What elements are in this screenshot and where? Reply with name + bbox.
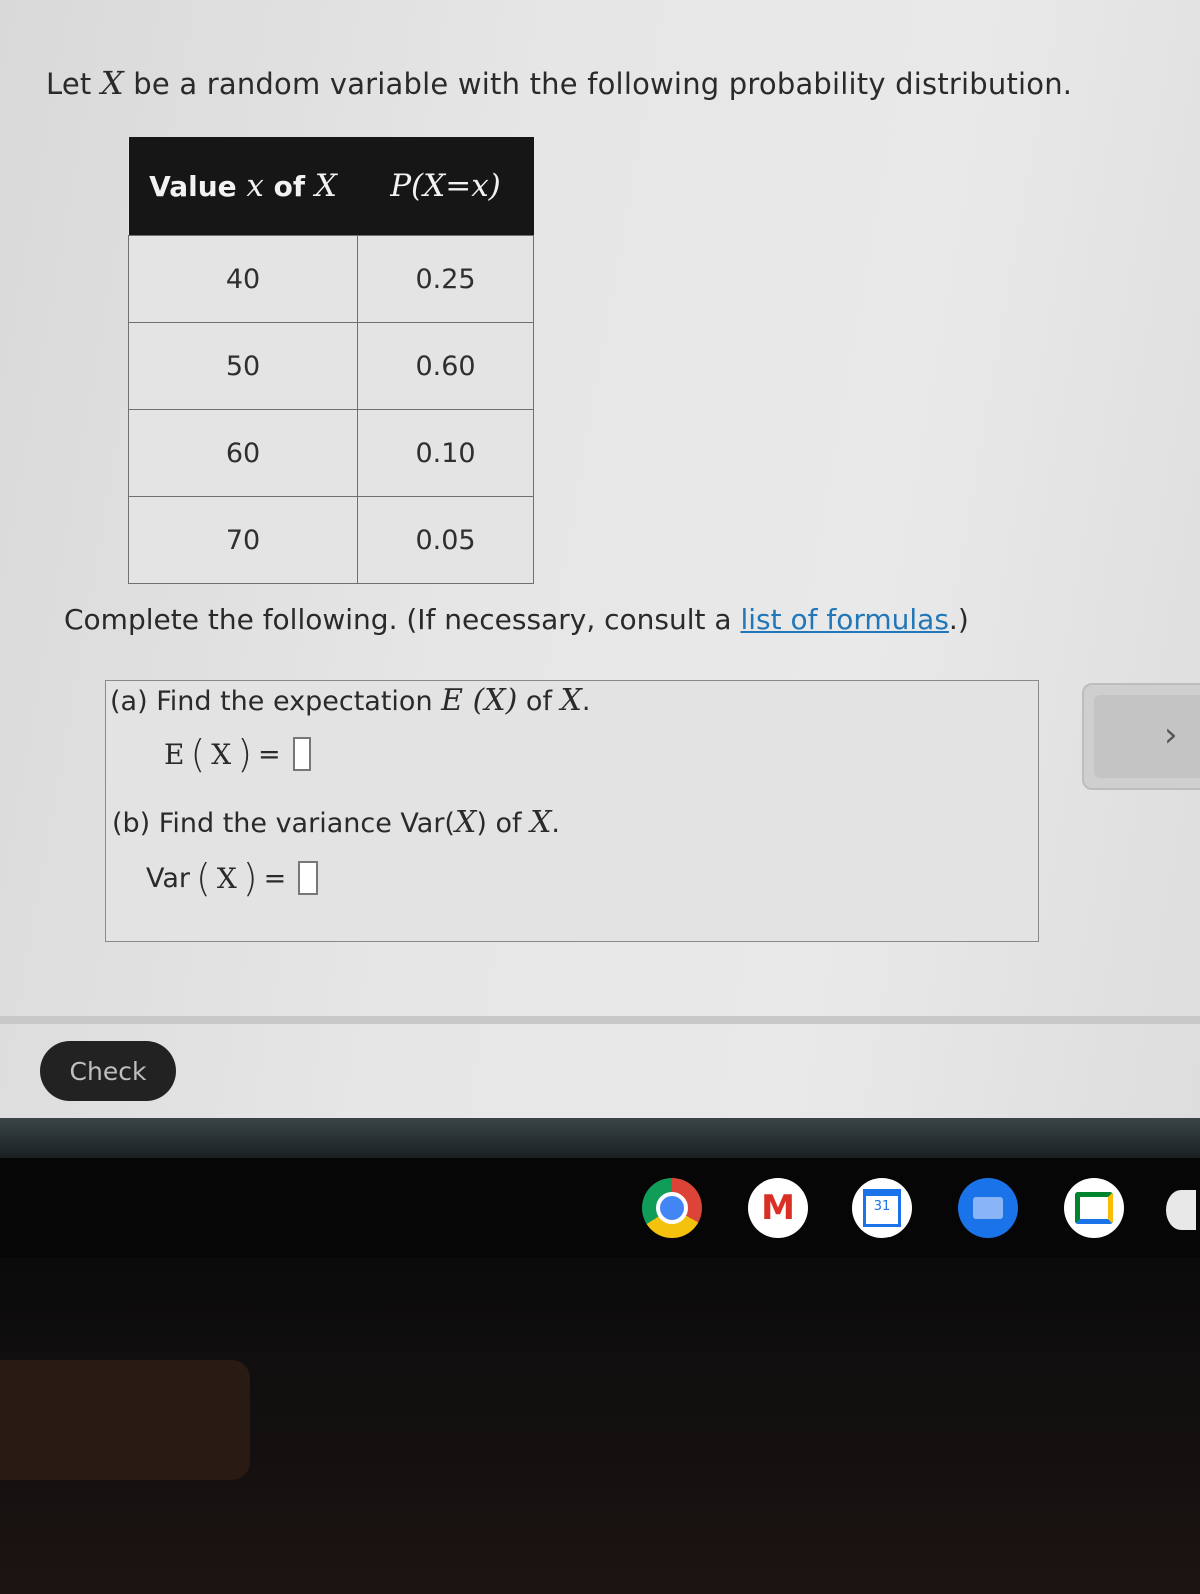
open-paren: ( [190, 732, 206, 776]
table-row [129, 410, 534, 497]
part-b-prompt-var2: X [530, 805, 552, 840]
variance-answer-input[interactable] [298, 861, 318, 895]
side-panel-inner [1094, 695, 1200, 778]
part-b-prompt-var1: X [454, 805, 477, 840]
close-paren: ) [237, 732, 253, 776]
cell-x: 70 [129, 497, 358, 584]
gmail-letter: M [761, 1188, 795, 1228]
meet-shape [1075, 1192, 1113, 1224]
cell-x: 60 [129, 410, 358, 497]
folder-shape [973, 1197, 1003, 1219]
header-probability-label: P(X=x) [390, 168, 501, 204]
intro-text [46, 64, 1072, 102]
expectation-equation [164, 732, 311, 776]
instructions-text [64, 603, 969, 636]
variance-arg: X [216, 861, 237, 895]
part-a-prompt-of: of [517, 686, 561, 717]
calendar-day: 31 [863, 1189, 901, 1227]
expectation-arg: X [211, 737, 232, 771]
gmail-icon[interactable] [748, 1178, 808, 1238]
screen-bezel [0, 1118, 1200, 1158]
chrome-icon[interactable] [642, 1178, 702, 1238]
part-a-prompt-math: E (X) [441, 683, 518, 718]
distribution-table [128, 137, 534, 584]
cell-p: 0.10 [358, 410, 534, 497]
expectation-answer-input[interactable] [293, 737, 311, 771]
part-a-prompt-end: . [581, 686, 591, 717]
meet-icon[interactable] [1064, 1178, 1124, 1238]
variance-equation [146, 856, 318, 900]
cell-x: 50 [129, 323, 358, 410]
side-panel-tab[interactable] [1082, 683, 1200, 790]
cell-p: 0.05 [358, 497, 534, 584]
cell-x: 40 [129, 236, 358, 323]
equals-sign: = [263, 862, 287, 894]
header-of-label: of [263, 170, 315, 203]
table-header-row [129, 137, 534, 236]
taskbar-shelf [0, 1158, 1200, 1258]
header-value-x [129, 137, 358, 236]
instructions-after: .) [948, 603, 969, 636]
check-button[interactable]: Check [40, 1041, 176, 1101]
formulas-link[interactable]: list of formulas [740, 603, 949, 636]
header-probability [358, 137, 534, 236]
desk-reflection [0, 1360, 250, 1480]
intro-after: be a random variable with the following probability distribution. [123, 67, 1073, 101]
part-b-prompt-text: (b) Find the variance Var( [112, 808, 455, 839]
question-box [105, 680, 1039, 942]
intro-before: Let [46, 67, 101, 101]
header-x-symbol: x [246, 168, 264, 204]
cell-p: 0.60 [358, 323, 534, 410]
part-a-prompt-var: X [560, 683, 582, 718]
cell-p: 0.25 [358, 236, 534, 323]
part-a-prompt [110, 683, 591, 718]
variance-fn: Var [146, 862, 191, 894]
header-X-symbol: X [314, 168, 337, 204]
header-value-label: Value [149, 170, 247, 203]
part-b-prompt [112, 805, 560, 840]
table-row [129, 497, 534, 584]
equals-sign: = [258, 738, 281, 770]
table-row [129, 236, 534, 323]
part-b-prompt-of: ) of [476, 808, 531, 839]
open-paren: ( [196, 856, 211, 900]
instructions-before: Complete the following. (If necessary, consult a [64, 603, 741, 636]
part-b-prompt-end: . [551, 808, 561, 839]
chevron-right-icon[interactable]: › [1164, 715, 1178, 755]
expectation-fn: E [164, 737, 185, 771]
part-a-prompt-text: (a) Find the expectation [110, 686, 442, 717]
partial-dock-icon[interactable] [1166, 1190, 1196, 1230]
close-paren: ) [242, 856, 258, 900]
table-row [129, 323, 534, 410]
calendar-icon[interactable] [852, 1178, 912, 1238]
divider [0, 1016, 1200, 1024]
files-icon[interactable] [958, 1178, 1018, 1238]
intro-variable: X [100, 64, 124, 102]
